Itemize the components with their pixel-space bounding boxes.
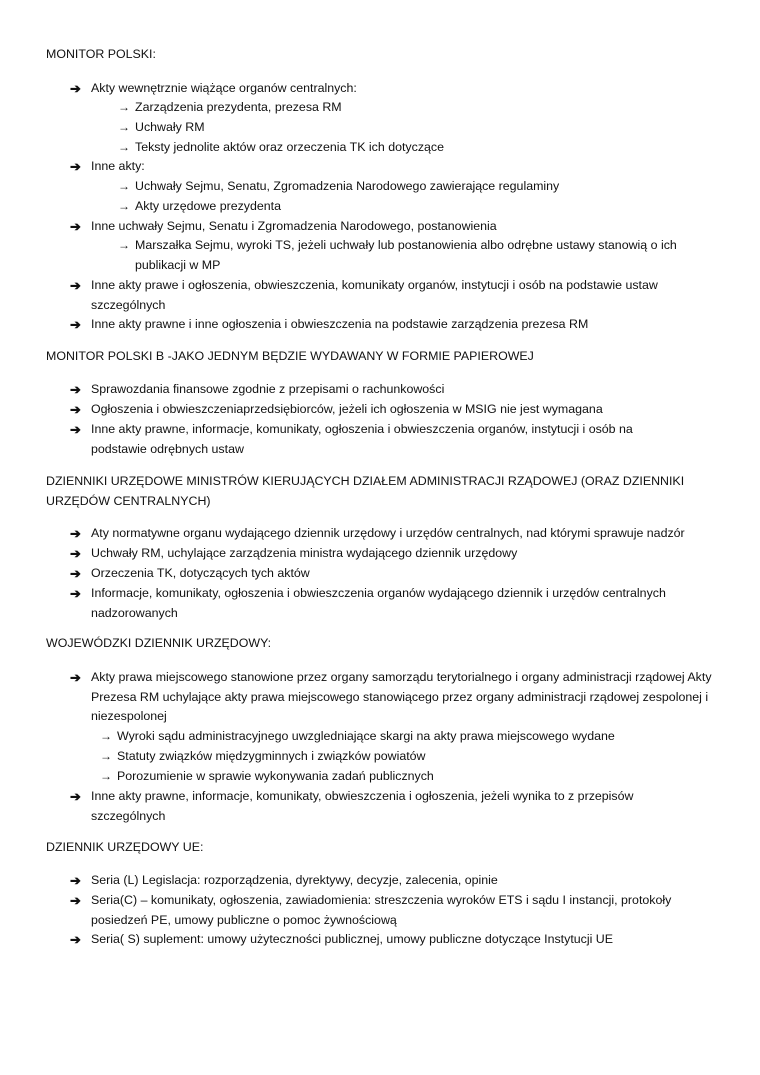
sub-list-item — [118, 197, 718, 217]
list-item-text: Inne akty prawne, informacje, komunikaty, ogłoszenia i obwieszczenia organów, instytucji i osób na podstawie odrębnych ustaw — [91, 422, 633, 456]
sub-list-item-text: Porozumienie w sprawie wykonywania zadań publicznych — [117, 769, 434, 783]
arrow-bullet-icon: ➔ — [70, 526, 81, 541]
list-item — [70, 420, 670, 459]
list-item-text: Inne akty: — [91, 159, 145, 173]
section-heading-wojewodzki-dziennik: WOJEWÓDZKI DZIENNIK URZĘDOWY: — [46, 636, 272, 650]
list-item-text: Seria( S) suplement: umowy użyteczności publicznej, umowy publiczne dotyczące Instytucji UE — [91, 932, 614, 946]
arrow-bullet-icon: ➔ — [70, 893, 81, 908]
arrow-bullet-icon: ➔ — [70, 317, 81, 332]
sub-list-item-text: Akty urzędowe prezydenta — [135, 199, 282, 213]
list-item — [70, 400, 720, 420]
arrow-sub-bullet-icon: → — [118, 100, 130, 114]
list-item — [70, 564, 720, 584]
arrow-sub-bullet-icon: → — [100, 749, 112, 763]
sub-list-item — [100, 727, 700, 747]
arrow-bullet-icon: ➔ — [70, 159, 81, 174]
list-item — [70, 79, 720, 99]
list-item-text: Akty wewnętrznie wiążące organów centralnych: — [91, 81, 357, 95]
arrow-bullet-icon: ➔ — [70, 422, 81, 437]
list-item — [70, 217, 720, 237]
arrow-bullet-icon: ➔ — [70, 81, 81, 96]
sub-list-item — [118, 118, 718, 138]
list-item-text: Inne akty prawe i ogłoszenia, obwieszczenia, komunikaty organów, instytucji i osób na podstawie ustaw szczególnych — [91, 278, 658, 312]
list-item-text: Informacje, komunikaty, ogłoszenia i obwieszczenia organów wydającego dziennik i urzędów centralnych nadzorowanych — [91, 586, 666, 620]
list-item-text: Akty prawa miejscowego stanowione przez organy samorządu terytorialnego i organy administracji rządowej Akty Prezesa RM uchylające akty prawa miejscowego stanowiącego przez organy administracji rządowej zespolonej i niezespolonej — [91, 670, 712, 724]
list-item-text: Inne akty prawne i inne ogłoszenia i obwieszczenia na podstawie zarządzenia prezesa RM — [91, 317, 589, 331]
arrow-sub-bullet-icon: → — [100, 769, 112, 783]
list-item-text: Aty normatywne organu wydającego dziennik urzędowy i urzędów centralnych, nad którymi sprawuje nadzór — [91, 526, 685, 540]
list-item — [70, 668, 730, 727]
list-item — [70, 276, 700, 315]
list-item — [70, 380, 720, 400]
arrow-sub-bullet-icon: → — [100, 729, 112, 743]
list-item — [70, 930, 720, 950]
list-item-text: Seria(C) – komunikaty, ogłoszenia, zawiadomienia: streszczenia wyroków ETS i sądu I instancji, protokoły posiedzeń PE, umowy publiczne o pomoc żywnościową — [91, 893, 672, 927]
arrow-bullet-icon: ➔ — [70, 873, 81, 888]
list-item — [70, 891, 700, 930]
section-heading-dziennik-ue: DZIENNIK URZĘDOWY UE: — [46, 840, 204, 854]
sub-list-item — [100, 747, 700, 767]
arrow-bullet-icon: ➔ — [70, 789, 81, 804]
arrow-sub-bullet-icon: → — [118, 140, 130, 154]
list-item-text: Inne akty prawne, informacje, komunikaty, obwieszczenia i ogłoszenia, jeżeli wynika to z przepisów szczególnych — [91, 789, 634, 823]
list-item — [70, 157, 720, 177]
list-item-text: Seria (L) Legislacja: rozporządzenia, dyrektywy, decyzje, zalecenia, opinie — [91, 873, 498, 887]
sub-list-item — [118, 138, 718, 158]
sub-list-item — [118, 236, 708, 275]
sub-list-item-text: Wyroki sądu administracyjnego uwzgledniające skargi na akty prawa miejscowego wydane — [117, 729, 615, 743]
arrow-bullet-icon: ➔ — [70, 382, 81, 397]
arrow-bullet-icon: ➔ — [70, 932, 81, 947]
sub-list-item-text: Uchwały Sejmu, Senatu, Zgromadzenia Narodowego zawierające regulaminy — [135, 179, 560, 193]
arrow-sub-bullet-icon: → — [118, 179, 130, 193]
arrow-bullet-icon: ➔ — [70, 219, 81, 234]
section-heading-dzienniki-urzedowe: DZIENNIKI URZĘDOWE MINISTRÓW KIERUJĄCYCH DZIAŁEM ADMINISTRACJI RZĄDOWEJ (ORAZ DZIENNIKI URZĘDÓW CENTRALNYCH) — [46, 474, 685, 508]
arrow-bullet-icon: ➔ — [70, 566, 81, 581]
sub-list-item — [100, 767, 700, 787]
sub-list-item-text: Uchwały RM — [135, 120, 205, 134]
list-item — [70, 315, 720, 335]
section-heading-monitor-polski: MONITOR POLSKI: — [46, 47, 156, 61]
section-heading-monitor-polski-b: MONITOR POLSKI B -JAKO JEDNYM BĘDZIE WYDAWANY W FORMIE PAPIEROWEJ — [46, 349, 534, 363]
arrow-bullet-icon: ➔ — [70, 586, 81, 601]
sub-list-item-text: Marszałka Sejmu, wyroki TS, jeżeli uchwały lub postanowienia albo odrębne ustawy stanowią o ich publikacji w MP — [135, 238, 677, 272]
arrow-sub-bullet-icon: → — [118, 120, 130, 134]
arrow-bullet-icon: ➔ — [70, 546, 81, 561]
list-item — [70, 871, 720, 891]
sub-list-item-text: Statuty związków międzygminnych i związków powiatów — [117, 749, 426, 763]
arrow-bullet-icon: ➔ — [70, 278, 81, 293]
list-item-text: Ogłoszenia i obwieszczeniaprzedsiębiorców, jeżeli ich ogłoszenia w MSIG nie jest wymagana — [91, 402, 603, 416]
list-item — [70, 544, 720, 564]
list-item-text: Uchwały RM, uchylające zarządzenia ministra wydającego dziennik urzędowy — [91, 546, 518, 560]
list-item-text: Inne uchwały Sejmu, Senatu i Zgromadzenia Narodowego, postanowienia — [91, 219, 497, 233]
list-item-text: Orzeczenia TK, dotyczących tych aktów — [91, 566, 310, 580]
arrow-bullet-icon: ➔ — [70, 670, 81, 685]
sub-list-item — [118, 177, 718, 197]
arrow-bullet-icon: ➔ — [70, 402, 81, 417]
list-item — [70, 584, 700, 623]
list-item — [70, 787, 670, 826]
list-item-text: Sprawozdania finansowe zgodnie z przepisami o rachunkowości — [91, 382, 445, 396]
arrow-sub-bullet-icon: → — [118, 238, 130, 252]
sub-list-item — [118, 98, 718, 118]
list-item — [70, 524, 740, 544]
arrow-sub-bullet-icon: → — [118, 199, 130, 213]
sub-list-item-text: Teksty jednolite aktów oraz orzeczenia TK ich dotyczące — [135, 140, 444, 154]
sub-list-item-text: Zarządzenia prezydenta, prezesa RM — [135, 100, 342, 114]
